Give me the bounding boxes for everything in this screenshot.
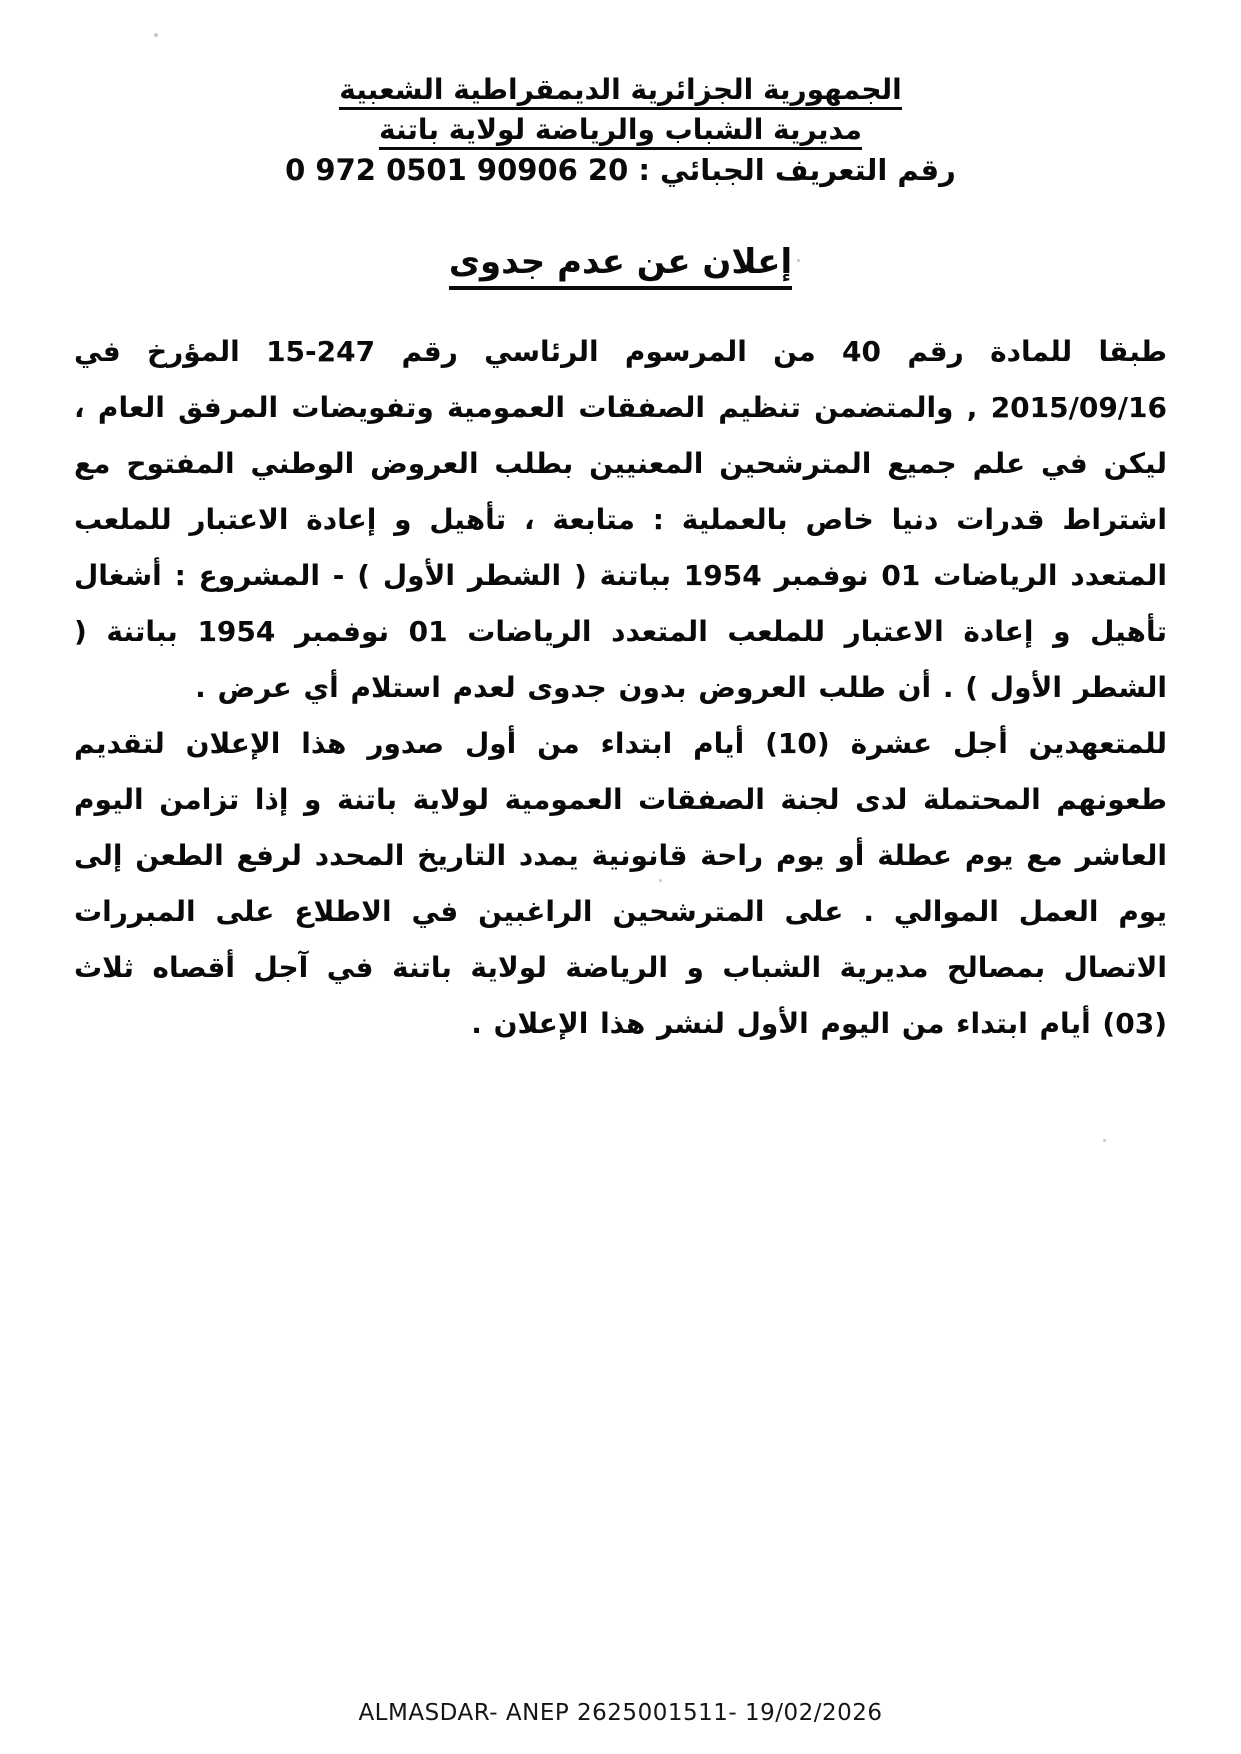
tax-id-line: رقم التعريف الجبائي : 20 90906 0501 972 0 xyxy=(285,153,956,187)
footer-reference: ALMASDAR- ANEP 2625001511- 19/02/2026 xyxy=(358,1700,883,1726)
republic-title: الجمهورية الجزائرية الديمقراطية الشعبية xyxy=(339,73,901,110)
scan-speckle xyxy=(1103,1139,1106,1142)
document-header xyxy=(0,0,1241,190)
scan-speckle xyxy=(154,33,158,37)
announcement-title: إعلان عن عدم جدوى xyxy=(449,242,792,290)
document-body xyxy=(0,324,1241,1052)
directorate-title: مديرية الشباب والرياضة لولاية باتنة xyxy=(379,113,862,150)
republic-line xyxy=(0,70,1241,110)
paragraph-appeal: للمتعهدين أجل عشرة (10) أيام ابتداء من أول صدور هذا الإعلان لتقديم طعونهم المحتملة لدى لجنة الصفقات العمومية لولاية باتنة و إذا تزامن اليوم العاشر مع يوم عطلة أو يوم راحة قانونية يمدد التاريخ المحدد لرفع الطعن إلى يوم العمل الموالي . على المترشحين الراغبين في الاطلاع على المبررات الاتصال بمصالح مديرية الشباب و الرياضة لولاية باتنة في آجل أقصاه ثلاث (03) أيام ابتداء من اليوم الأول لنشر هذا الإعلان . xyxy=(74,727,1168,1040)
scan-speckle xyxy=(659,879,662,882)
title-row xyxy=(0,242,1241,290)
directorate-line xyxy=(0,110,1241,150)
paragraph-decree: طبقا للمادة رقم 40 من المرسوم الرئاسي رقم 247-15 المؤرخ في 2015/09/16 , والمتضمن تنظيم الصفقات العمومية وتفويضات المرفق العام ، ليكن في علم جميع المترشحين المعنيين بطلب العروض الوطني المفتوح مع اشتراط قدرات دنيا خاص بالعملية : متابعة ، تأهيل و إعادة الاعتبار للملعب المتعدد الرياضات 01 نوفمبر 1954 بباتنة ( الشطر الأول ) - المشروع : أشغال تأهيل و إعادة الاعتبار للملعب المتعدد الرياضات 01 نوفمبر 1954 بباتنة ( الشطر الأول ) . أن طلب العروض بدون جدوى لعدم استلام أي عرض . xyxy=(74,335,1167,704)
scan-speckle xyxy=(797,259,800,262)
